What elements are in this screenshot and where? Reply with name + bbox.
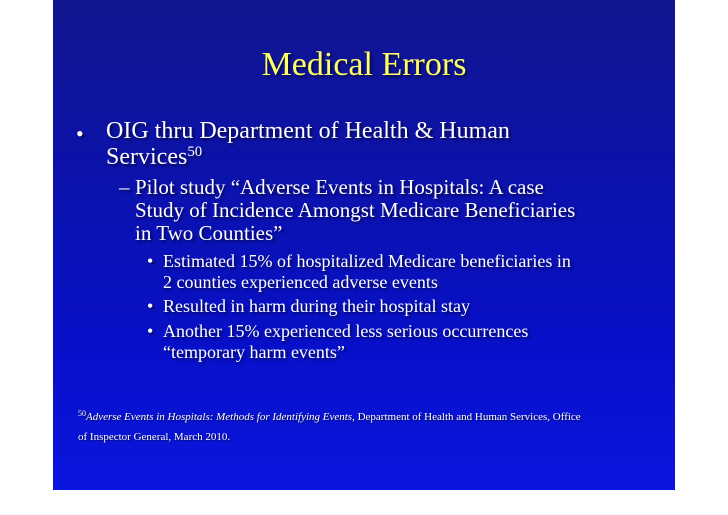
level1-bullet: • [76,121,84,146]
level2-text-line1: Pilot study “Adverse Events in Hospitals: A case [135,175,544,199]
footnote-line2: of Inspector General, March 2010. [78,431,231,443]
footnote-ref: 50 [187,143,203,160]
level3-item3-line2: “temporary harm events” [163,342,345,362]
level1-text-line1: OIG thru Department of Health & Human [106,118,510,144]
level3-bullet-2: • [147,296,154,316]
level1-text-services: Services [106,144,188,170]
level3-bullet-1: • [147,251,154,271]
level2-text-line2: Study of Incidence Amongst Medicare Beneficiaries [135,198,576,222]
level3-item3-line1: Another 15% experienced less serious occurrences [163,321,529,341]
level3-item1-line2: 2 counties experienced adverse events [163,272,438,292]
level3-item1-line1: Estimated 15% of hospitalized Medicare beneficiaries in [163,251,571,271]
footnote-line1 [78,410,581,424]
level3-item2-line1: Resulted in harm during their hospital stay [163,296,470,316]
footnote-number: 50 [78,409,86,418]
level2-dash: – [119,175,130,199]
footnote-source-title: Adverse Events in Hospitals: Methods for Identifying Events [86,411,353,423]
level2-text-line3: in Two Counties” [135,221,283,245]
slide-title: Medical Errors [261,46,467,83]
level1-text-line2 [106,144,202,170]
slide [53,0,675,490]
level3-bullet-3: • [147,321,154,341]
footnote-source-rest: , Department of Health and Human Services, Office [352,411,581,423]
